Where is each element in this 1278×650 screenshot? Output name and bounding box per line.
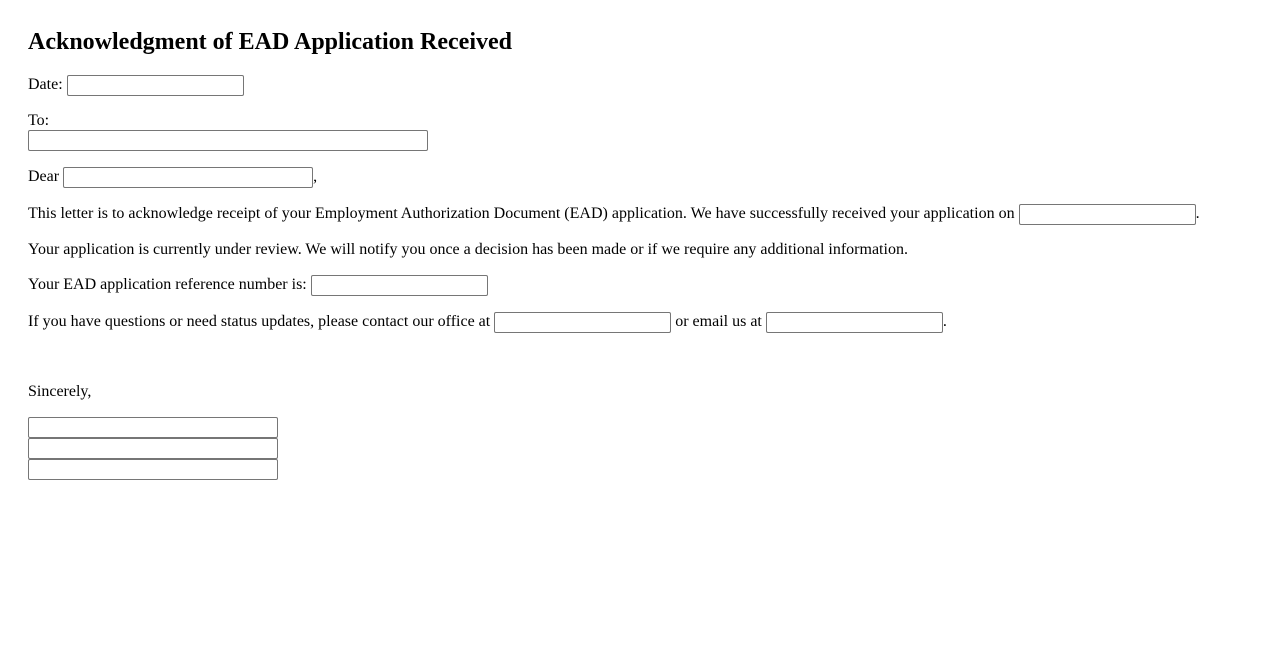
receipt-period: .	[1195, 205, 1200, 223]
reference-label: Your EAD application reference number is:	[28, 276, 307, 294]
to-label: To:	[28, 112, 50, 129]
email-text: or email us at	[675, 313, 762, 331]
to-row	[28, 130, 428, 151]
dear-label: Dear	[28, 168, 60, 186]
email-field[interactable]	[766, 312, 943, 333]
contact-paragraph	[28, 312, 947, 333]
review-paragraph: Your application is currently under review. We will notify you once a decision has been made or if we require any additional information.	[28, 241, 908, 258]
receipt-text: This letter is to acknowledge receipt of your Employment Authorization Document (EAD) application. We have successfully received your application on	[28, 205, 1015, 223]
received-date-field[interactable]	[1019, 204, 1196, 225]
contact-text: If you have questions or need status updates, please contact our office at	[28, 313, 491, 331]
dear-field[interactable]	[63, 167, 313, 188]
dear-comma: ,	[313, 168, 318, 186]
salutation-row	[28, 167, 317, 188]
signature-title-field[interactable]	[28, 438, 278, 459]
signature-organization-field[interactable]	[28, 459, 278, 480]
closing-sincerely: Sincerely,	[28, 383, 92, 400]
reference-row	[28, 275, 488, 296]
to-field[interactable]	[28, 130, 428, 151]
contact-period: .	[942, 313, 947, 331]
receipt-paragraph	[28, 204, 1200, 225]
page-title: Acknowledgment of EAD Application Received	[28, 29, 512, 55]
signature-block	[28, 417, 278, 480]
contact-phone-field[interactable]	[494, 312, 671, 333]
date-field[interactable]	[67, 75, 244, 96]
date-row	[28, 75, 244, 96]
date-label: Date:	[28, 76, 63, 94]
signature-name-field[interactable]	[28, 417, 278, 438]
reference-number-field[interactable]	[311, 275, 488, 296]
